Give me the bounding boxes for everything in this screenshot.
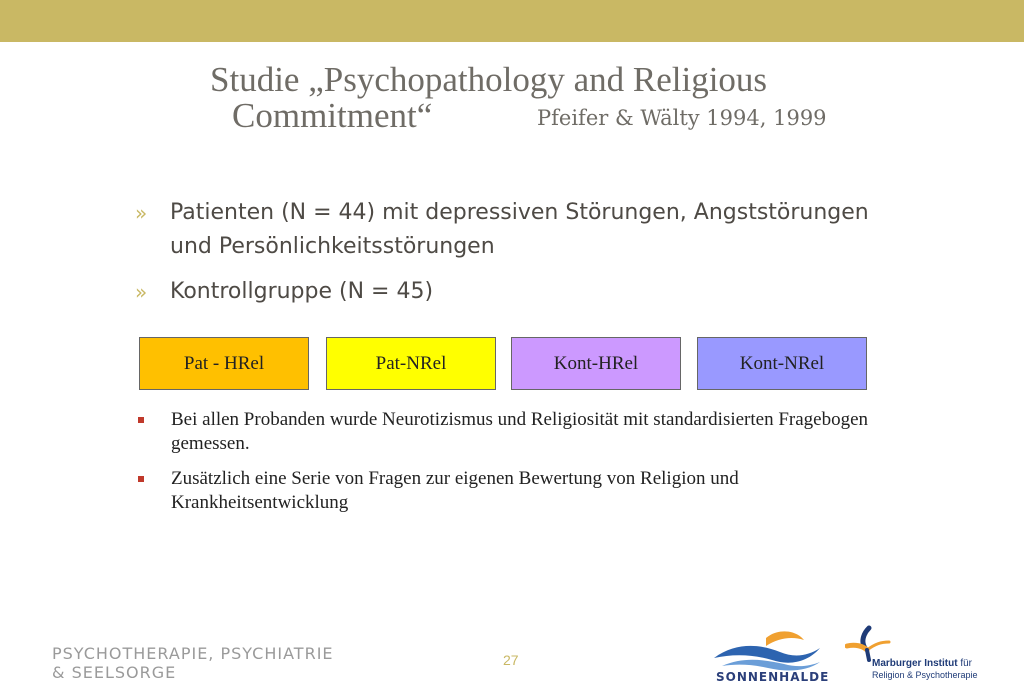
marburger-logo-line-1 [872,658,972,669]
marburger-institut-logo [845,624,1005,686]
sub-bullet-item [135,408,895,456]
title-line-2: Commitment“ [232,96,433,135]
footer-brand-line-2: & SEELSORGE [52,663,177,682]
sonnenhalde-logo [708,628,830,690]
group-box-pat-nrel: Pat-NRel [326,337,496,390]
group-box-kont-nrel: Kont-NRel [697,337,867,390]
group-box-pat-hrel: Pat - HRel [139,337,309,390]
group-box-kont-hrel: Kont-HRel [511,337,681,390]
footer-brand [52,644,334,682]
title-line-1: Studie „Psychopathology and Religious [210,60,768,99]
bullet-marker-icon: » [135,280,148,304]
sub-bullet-list [135,408,895,526]
sonnenhalde-logo-mark-icon [708,628,826,672]
top-accent-bar [0,0,1024,42]
sub-bullet-item [135,467,895,515]
marburger-logo-fuer: für [960,658,973,669]
square-bullet-icon [138,476,144,482]
bullet-text: Kontrollgruppe (N = 45) [170,279,434,304]
main-bullet-list [135,196,895,320]
footer-brand-line-1: PSYCHOTHERAPIE, PSYCHIATRIE [52,644,334,663]
sonnenhalde-logo-text: SONNENHALDE [716,670,830,684]
square-bullet-icon [138,417,144,423]
bullet-item [135,275,895,309]
bullet-text: Patienten (N = 44) mit depressiven Störungen, Angststörungen und Persönlichkeitsstörungen [170,200,869,259]
sub-bullet-text: Zusätzlich eine Serie von Fragen zur eigenen Bewertung von Religion und Krankheitsentwicklung [171,468,739,513]
title-authors: Pfeifer & Wälty 1994, 1999 [537,106,827,130]
sub-bullet-text: Bei allen Probanden wurde Neurotizismus und Religiosität mit standardisierten Fragebogen gemessen. [171,409,869,454]
bullet-marker-icon: » [135,201,148,225]
marburger-logo-line-2: Religion & Psychotherapie [872,670,978,680]
marburger-logo-name: Marburger Institut [872,658,958,669]
bullet-item [135,196,895,264]
page-number: 27 [503,652,519,668]
